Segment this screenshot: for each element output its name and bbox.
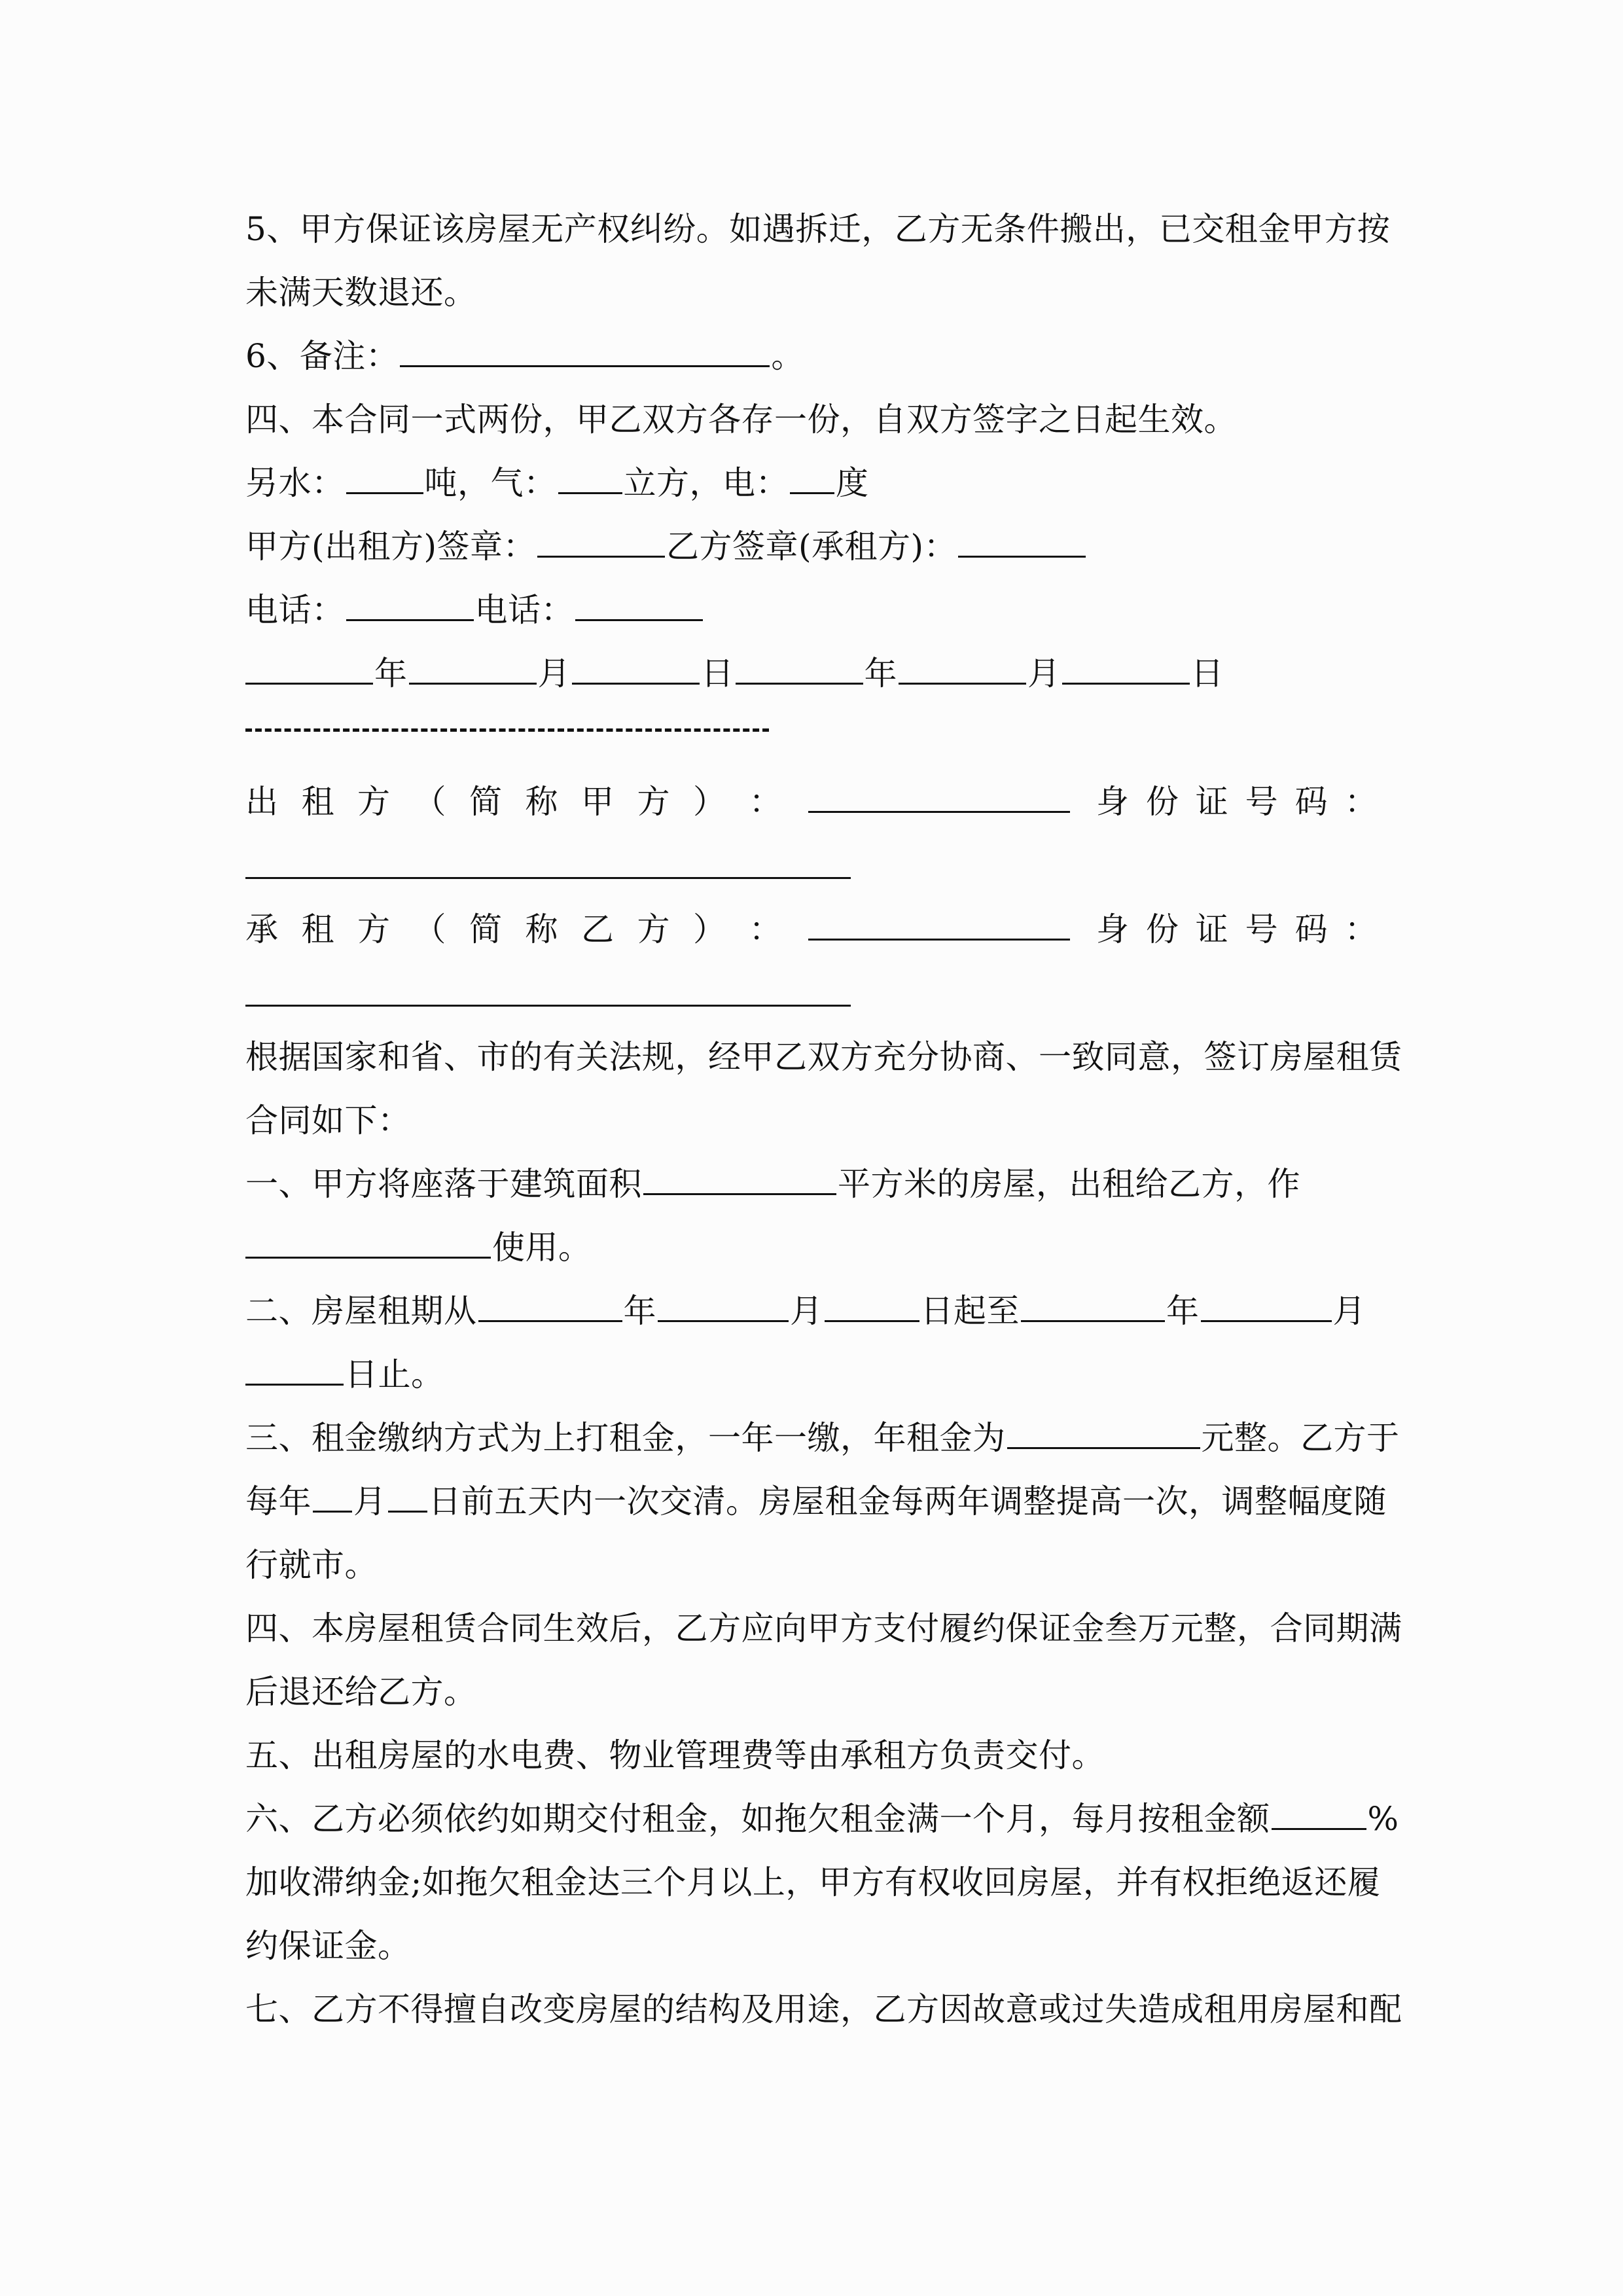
clause-3-text-b: 元整。乙方于 (1201, 1419, 1400, 1457)
lessee-id-blank[interactable] (245, 1005, 851, 1007)
unit-degree: 度 (836, 464, 869, 502)
label-char: 简 (469, 783, 503, 821)
clause-4-text-cont: 后退还给乙方。 (245, 1673, 477, 1711)
clause-5b-text: 五、出租房屋的水电费、物业管理费等由承租方负责交付。 (245, 1736, 1105, 1774)
month-label: 月 (537, 655, 571, 692)
late-fee-percent-blank[interactable] (1272, 1798, 1366, 1830)
month-label: 月 (353, 1482, 387, 1520)
label-char: ： (1344, 910, 1378, 948)
label-char: 号 (1245, 910, 1279, 948)
label-char: 码 (1294, 783, 1329, 821)
copies-clause (245, 397, 1378, 442)
label-char: ： (1344, 783, 1378, 821)
clause-3-text-c: 每年 (245, 1482, 312, 1520)
date2-year-blank[interactable] (736, 653, 863, 685)
date1-year-blank[interactable] (245, 653, 373, 685)
label-char: 称 (525, 783, 558, 821)
label-char: ） (693, 910, 726, 948)
clause-5-text: 5、甲方保证该房屋无产权纠纷。如遇拆迁，乙方无条件搬出，已交租金甲方按 (245, 210, 1391, 248)
lessor-name-blank[interactable] (808, 781, 1070, 813)
lessee-signature-blank[interactable] (958, 526, 1086, 558)
label-char: 方 (357, 783, 391, 821)
preamble-text-cont: 合同如下： (245, 1102, 411, 1139)
label-char: ） (693, 783, 726, 821)
clause-5-text-cont: 未满天数退还。 (245, 274, 477, 312)
day-label: 日 (701, 655, 734, 692)
label-char: （ (413, 910, 446, 948)
lessee-label (245, 906, 782, 952)
clause-3-line-3 (245, 1542, 1378, 1588)
clause-3-line-2 (245, 1479, 1387, 1524)
start-year-blank[interactable] (478, 1290, 622, 1322)
label-char: 身 (1096, 910, 1130, 948)
remarks-label: 6、备注： (245, 337, 399, 375)
lessee-name-blank[interactable] (808, 908, 1070, 941)
lessor-phone-blank[interactable] (346, 589, 474, 621)
clause-5-line-2 (245, 270, 1378, 315)
lessee-signature-label: 乙方签章(承租方)： (666, 528, 957, 565)
clause-4-line-1 (245, 1605, 1402, 1651)
clause-2-text-d: 日起至 (920, 1292, 1020, 1330)
electric-label: 立方，电： (623, 464, 789, 502)
electric-blank[interactable] (790, 462, 834, 494)
clause-1-text-a: 一、甲方将座落于建筑面积 (245, 1165, 642, 1203)
clause-1-line-1 (245, 1161, 1378, 1207)
label-char: （ (413, 783, 446, 821)
water-label: 另水： (245, 464, 345, 502)
label-char: 乙 (581, 910, 615, 948)
date-line (245, 651, 1378, 696)
clause-3-text-d: 日前五天内一次交清。房屋租金每两年调整提高一次，调整幅度随 (428, 1482, 1387, 1520)
pay-month-blank[interactable] (313, 1480, 352, 1513)
remarks-blank[interactable] (400, 335, 770, 367)
percent-sign: % (1367, 1800, 1399, 1838)
label-char: 出 (245, 783, 279, 821)
clause-6-text-a: 六、乙方必须依约如期交付租金，如拖欠租金满一个月，每月按租金额 (245, 1800, 1270, 1838)
year-label: 年 (864, 655, 897, 692)
clause-2-text-g: 日止。 (345, 1355, 444, 1393)
clause-3-text-a: 三、租金缴纳方式为上打租金，一年一缴，年租金为 (245, 1419, 1006, 1457)
pay-day-blank[interactable] (388, 1480, 427, 1513)
signature-line (245, 524, 1378, 569)
gas-label: 吨，气： (424, 464, 557, 502)
date2-day-blank[interactable] (1062, 653, 1190, 685)
clause-1-text-b: 平方米的房屋，出租给乙方，作 (838, 1165, 1300, 1203)
label-char: 方 (357, 910, 391, 948)
preamble-line-1 (245, 1034, 1402, 1080)
utilities-readings-line (245, 460, 1378, 506)
label-char: 份 (1145, 783, 1179, 821)
end-day-blank[interactable] (245, 1354, 344, 1386)
clause-5b-line (245, 1732, 1378, 1778)
month-label: 月 (1027, 655, 1061, 692)
clause-5-line-1 (245, 206, 1391, 252)
clause-1-line-2 (245, 1225, 1378, 1270)
clause-2-text-a: 二、房屋租期从 (245, 1292, 477, 1330)
lessor-signature-label: 甲方(出租方)签章： (245, 528, 537, 565)
lessor-label (245, 779, 782, 825)
month-label: 月 (1332, 1292, 1366, 1330)
label-char: 租 (301, 783, 334, 821)
year-label: 年 (1166, 1292, 1200, 1330)
label-char: 份 (1145, 910, 1179, 948)
date1-month-blank[interactable] (409, 653, 537, 685)
end-year-blank[interactable] (1021, 1290, 1165, 1322)
year-label: 年 (374, 655, 408, 692)
label-char: 租 (301, 910, 334, 948)
clause-4-line-2 (245, 1669, 1378, 1715)
year-label: 年 (623, 1292, 656, 1330)
start-day-blank[interactable] (825, 1290, 919, 1322)
remarks-end: 。 (771, 337, 804, 375)
phone-line (245, 587, 1378, 633)
label-char: 甲 (581, 783, 615, 821)
label-char: ： (749, 910, 782, 948)
clause-3-line-1 (245, 1415, 1400, 1461)
month-label: 月 (790, 1292, 823, 1330)
label-char: 称 (525, 910, 558, 948)
clause-4-text: 四、本房屋租赁合同生效后，乙方应向甲方支付履约保证金叁万元整，合同期满 (245, 1609, 1402, 1647)
lessor-id-line (245, 779, 1378, 825)
lessee-id-line (245, 906, 1378, 952)
preamble-line-2 (245, 1098, 1378, 1143)
day-label: 日 (1190, 655, 1224, 692)
usage-blank[interactable] (245, 1227, 491, 1259)
lessor-phone-label: 电话： (245, 591, 345, 629)
lessee-id-label (1096, 906, 1378, 952)
label-char: 承 (245, 910, 279, 948)
area-blank[interactable] (643, 1163, 836, 1195)
lessee-phone-label: 电话： (474, 591, 574, 629)
clause-2-line-1 (245, 1288, 1378, 1334)
annual-rent-blank[interactable] (1007, 1417, 1200, 1449)
clause-7-line-1 (245, 1986, 1402, 2032)
clause-6-line-2 (245, 1859, 1381, 1905)
clause-6-text-b: 加收滞纳金;如拖欠租金达三个月以上，甲方有权收回房屋，并有权拒绝返还履 (245, 1863, 1381, 1901)
clause-6-text-c: 约保证金。 (245, 1927, 411, 1965)
lessor-id-blank[interactable] (245, 877, 851, 879)
remarks-line (245, 333, 1378, 379)
lessee-phone-blank[interactable] (575, 589, 703, 621)
water-blank[interactable] (346, 462, 423, 494)
lessor-signature-blank[interactable] (537, 526, 665, 558)
start-month-blank[interactable] (658, 1290, 789, 1322)
clause-2-line-2 (245, 1352, 1378, 1397)
copies-text: 四、本合同一式两份，甲乙双方各存一份，自双方签字之日起生效。 (245, 401, 1237, 439)
gas-blank[interactable] (558, 462, 622, 494)
clause-1-text-c: 使用。 (492, 1229, 592, 1266)
separator-dash-rule (245, 728, 769, 732)
lessor-id-label (1096, 779, 1378, 825)
label-char: 证 (1195, 783, 1229, 821)
date2-month-blank[interactable] (899, 653, 1026, 685)
clause-7-text: 七、乙方不得擅自改变房屋的结构及用途，乙方因故意或过失造成租用房屋和配 (245, 1990, 1402, 2028)
label-char: 身 (1096, 783, 1130, 821)
label-char: 简 (469, 910, 503, 948)
clause-6-line-1 (245, 1796, 1399, 1842)
label-char: 证 (1195, 910, 1229, 948)
clause-3-text-e: 行就市。 (245, 1546, 378, 1584)
label-char: 号 (1245, 783, 1279, 821)
preamble-text: 根据国家和省、市的有关法规，经甲乙双方充分协商、一致同意，签订房屋租赁 (245, 1038, 1402, 1076)
label-char: ： (749, 783, 782, 821)
label-char: 码 (1294, 910, 1329, 948)
label-char: 方 (637, 910, 670, 948)
date1-day-blank[interactable] (572, 653, 700, 685)
clause-6-line-3 (245, 1923, 1378, 1969)
end-month-blank[interactable] (1201, 1290, 1332, 1322)
label-char: 方 (637, 783, 670, 821)
